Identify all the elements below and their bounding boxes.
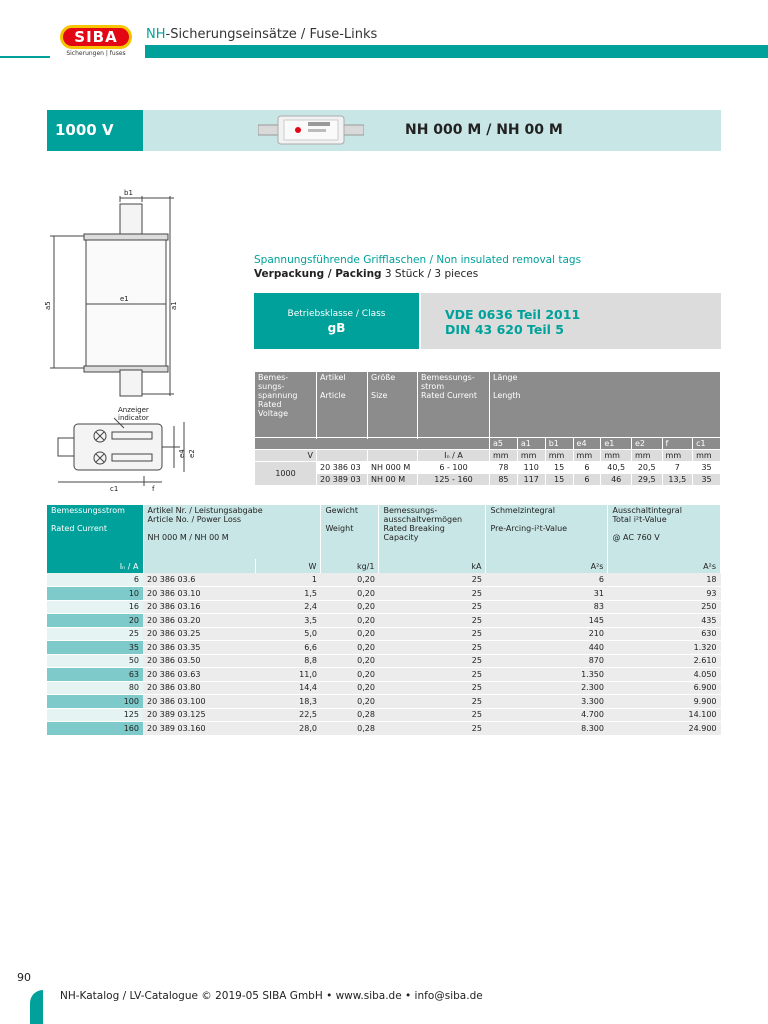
packing-info: Verpackung / Packing 3 Stück / 3 pieces bbox=[254, 268, 479, 280]
header-current: Bemessungs- strom Rated Current bbox=[418, 372, 490, 438]
dim-header-c1: c1 bbox=[693, 438, 721, 450]
unit-current: Iₙ / A bbox=[418, 450, 490, 462]
voltage-value: 1000 bbox=[255, 462, 317, 486]
dim-header-b1: b1 bbox=[545, 438, 573, 450]
table-row: 63 20 386 03.63 11,0 0,20 25 1.350 4.050 bbox=[47, 668, 721, 682]
header-article: Artikel Article bbox=[317, 372, 368, 438]
standards-box bbox=[421, 293, 721, 349]
table-row: 50 20 386 03.50 8,8 0,20 25 870 2.610 bbox=[47, 654, 721, 668]
header-article-no: Artikel Nr. / Leistungsabgabe Article No. / Power Loss NH 000 M / NH 00 M bbox=[143, 505, 321, 559]
dimensions-table: Bemes- sungs- spannung Rated Voltage Artikel Article Größe Size Bemessungs- strom Rated Current Länge Length a5 a1 b1 e4 e1 e2 f c1 V Iₙ / A mm mm mm mm mm mm mm mm 1000 20 386 03 NH 000 M 6 - 100 78 110 15 6 40,5 20,5 7 35 20 389 03 NH 00 M 125 - 160 85 117 15 6 46 29,5 13,5 35 bbox=[254, 371, 721, 486]
dim-e2: e2 bbox=[188, 449, 196, 458]
product-title: NH 000 M / NH 00 M bbox=[405, 122, 563, 138]
unit-total: A²s bbox=[608, 559, 721, 573]
dim-header-e4: e4 bbox=[573, 438, 601, 450]
table-row: 160 20 389 03.160 28,0 0,28 25 8.300 24.900 bbox=[47, 722, 721, 736]
removal-tags-info: Spannungsführende Grifflaschen / Non insulated removal tags bbox=[254, 254, 582, 266]
header-pre-arcing: Schmelzintegral Pre-Arcing-i²t-Value bbox=[486, 505, 608, 559]
dim-header-f: f bbox=[662, 438, 693, 450]
unit-pre-arcing: A²s bbox=[486, 559, 608, 573]
fuse-data-table bbox=[47, 505, 721, 736]
voltage-label: 1000 V bbox=[47, 110, 143, 151]
spec-row: 1000 20 386 03 NH 000 M 6 - 100 78 110 15 6 40,5 20,5 7 35 bbox=[255, 462, 721, 474]
header-weight: Gewicht Weight bbox=[321, 505, 379, 559]
table-row: 125 20 389 03.125 22,5 0,28 25 4.700 14.100 bbox=[47, 708, 721, 722]
dim-e4: e4 bbox=[178, 449, 186, 458]
dim-e1: e1 bbox=[120, 295, 129, 303]
header-total-i2t: Ausschaltintegral Total i²t-Value @ AC 760 V bbox=[608, 505, 721, 559]
fuse-photo-icon bbox=[258, 112, 364, 148]
unit-in: Iₙ / A bbox=[47, 559, 143, 573]
header-bar bbox=[145, 45, 768, 58]
header-voltage: Bemes- sungs- spannung Rated Voltage bbox=[255, 372, 317, 438]
table-row: 80 20 386 03.80 14,4 0,20 25 2.300 6.900 bbox=[47, 681, 721, 695]
dim-header-e2: e2 bbox=[631, 438, 662, 450]
header-breaking-capacity: Bemessungs- ausschaltvermögen Rated Breaking Capacity bbox=[379, 505, 486, 559]
class-value: gB bbox=[327, 321, 346, 335]
table-row: 16 20 386 03.16 2,4 0,20 25 83 250 bbox=[47, 600, 721, 614]
indicator-label-en: indicator bbox=[118, 414, 149, 422]
title-band bbox=[47, 110, 721, 151]
dim-a1: a1 bbox=[170, 301, 178, 310]
unit-ka: kA bbox=[379, 559, 486, 573]
footer-text: NH-Katalog / LV-Catalogue © 2019-05 SIBA GmbH • www.siba.de • info@siba.de bbox=[60, 990, 483, 1002]
dim-header-a5: a5 bbox=[490, 438, 518, 450]
dim-c1: c1 bbox=[110, 485, 119, 493]
unit-voltage: V bbox=[255, 450, 317, 462]
table-row: 6 20 386 03.6 1 0,20 25 6 18 bbox=[47, 573, 721, 587]
table-row: 10 20 386 03.10 1,5 0,20 25 31 93 bbox=[47, 587, 721, 601]
standard-vde: VDE 0636 Teil 2011 bbox=[445, 307, 581, 322]
table-row: 100 20 386 03.100 18,3 0,20 25 3.300 9.900 bbox=[47, 695, 721, 709]
dim-header-e1: e1 bbox=[601, 438, 632, 450]
table-row: 20 20 386 03.20 3,5 0,20 25 145 435 bbox=[47, 614, 721, 628]
logo-subtitle: Sicherungen | fuses bbox=[66, 50, 126, 57]
indicator-label-de: Anzeiger bbox=[118, 406, 149, 414]
technical-drawing bbox=[44, 186, 204, 496]
class-label: Betriebsklasse / Class bbox=[287, 309, 386, 319]
spec-row: 20 389 03 NH 00 M 125 - 160 85 117 15 6 46 29,5 13,5 35 bbox=[255, 474, 721, 486]
footer-bar bbox=[30, 990, 43, 1024]
dim-b1: b1 bbox=[124, 189, 133, 197]
page-number: 90 bbox=[17, 971, 31, 984]
header-title: NH-Sicherungseinsätze / Fuse-Links bbox=[146, 27, 378, 42]
class-box bbox=[254, 293, 419, 349]
logo-text: SIBA bbox=[60, 25, 132, 49]
unit-kg: kg/1 bbox=[321, 559, 379, 573]
dim-header-a1: a1 bbox=[517, 438, 545, 450]
dim-f: f bbox=[152, 485, 155, 493]
header-curve bbox=[0, 45, 50, 58]
header-rated-current: Bemessungsstrom Rated Current bbox=[47, 505, 143, 559]
header-size: Größe Size bbox=[368, 372, 418, 438]
siba-logo bbox=[60, 25, 132, 59]
dim-a5: a5 bbox=[44, 301, 52, 310]
header-length: Länge Length bbox=[490, 372, 721, 438]
unit-w: W bbox=[255, 559, 321, 573]
table-row: 35 20 386 03.35 6,6 0,20 25 440 1.320 bbox=[47, 641, 721, 655]
table-row: 25 20 386 03.25 5,0 0,20 25 210 630 bbox=[47, 627, 721, 641]
standard-din: DIN 43 620 Teil 5 bbox=[445, 322, 564, 337]
